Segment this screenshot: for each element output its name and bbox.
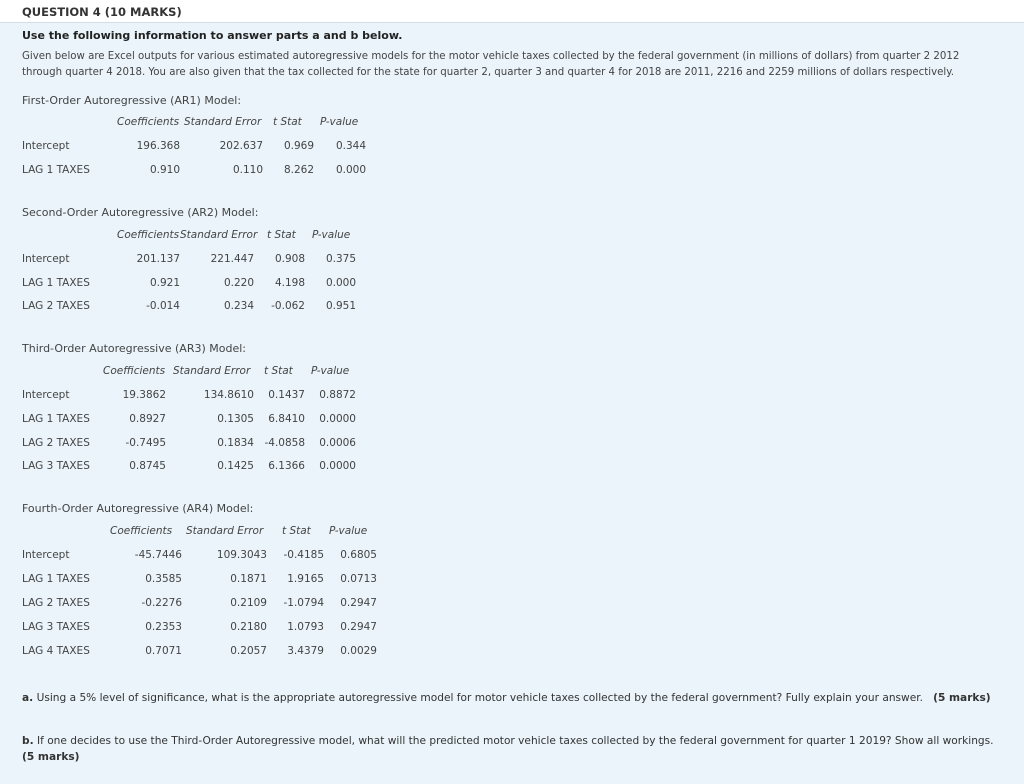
cell-coefficient: 0.8927 (129, 413, 166, 425)
cell-coefficient: 0.3585 (145, 573, 182, 585)
model-title-ar4: Fourth-Order Autoregressive (AR4) Model: (22, 502, 254, 515)
col-header-t-stat: t Stat (282, 525, 311, 537)
cell-p-value: 0.375 (325, 253, 356, 265)
cell-t-stat: 0.969 (283, 140, 314, 152)
row-label: LAG 2 TAXES (22, 437, 90, 449)
col-header-standard-error: Standard Error (180, 229, 258, 241)
cell-coefficient: 196.368 (136, 140, 180, 152)
row-label: LAG 1 TAXES (22, 413, 90, 425)
cell-t-stat: 6.8410 (268, 413, 305, 425)
cell-t-stat: -0.4185 (283, 549, 324, 561)
question-b-prefix: b. (22, 735, 34, 747)
cell-coefficient: 0.921 (149, 277, 180, 289)
col-header-t-stat: t Stat (267, 229, 296, 241)
cell-coefficient: -0.2276 (141, 597, 182, 609)
row-label: LAG 1 TAXES (22, 164, 90, 176)
row-label: LAG 3 TAXES (22, 460, 90, 472)
col-header-coefficients: Coefficients (110, 525, 173, 537)
cell-p-value: 0.0006 (319, 437, 356, 449)
cell-p-value: 0.0029 (340, 645, 377, 657)
cell-t-stat: 1.0793 (287, 621, 324, 633)
cell-standard-error: 221.447 (210, 253, 254, 265)
question-a-marks: (5 marks) (933, 692, 991, 704)
row-label: Intercept (22, 253, 70, 265)
question-b-text: If one decides to use the Third-Order Autoregressive model, what will the predicted motor vehicle taxes collected by the federal government for quarter 1 2019? Show all workings. (36, 735, 994, 747)
cell-t-stat: -4.0858 (264, 437, 305, 449)
question-title: QUESTION 4 (10 MARKS) (22, 5, 182, 19)
cell-t-stat: 4.198 (274, 277, 305, 289)
cell-t-stat: 0.908 (274, 253, 305, 265)
cell-standard-error: 0.110 (232, 164, 263, 176)
cell-p-value: 0.2947 (340, 597, 377, 609)
cell-p-value: 0.951 (325, 300, 356, 312)
row-label: LAG 4 TAXES (22, 645, 90, 657)
question-a (22, 690, 1002, 706)
instruction-text: Use the following information to answer parts a and b below. (22, 29, 403, 42)
cell-p-value: 0.000 (325, 277, 356, 289)
cell-standard-error: 0.234 (223, 300, 254, 312)
question-header-bar (0, 0, 1024, 23)
cell-t-stat: -1.0794 (283, 597, 324, 609)
cell-standard-error: 109.3043 (216, 549, 267, 561)
cell-standard-error: 134.8610 (203, 389, 254, 401)
cell-p-value: 0.0713 (340, 573, 377, 585)
cell-standard-error: 0.1425 (217, 460, 254, 472)
cell-coefficient: 0.8745 (129, 460, 166, 472)
col-header-coefficients: Coefficients (117, 116, 180, 128)
question-b (22, 733, 1002, 765)
cell-p-value: 0.0000 (319, 460, 356, 472)
cell-standard-error: 0.2109 (230, 597, 267, 609)
cell-p-value: 0.2947 (340, 621, 377, 633)
cell-standard-error: 202.637 (219, 140, 263, 152)
model-title-ar1: First-Order Autoregressive (AR1) Model: (22, 94, 242, 107)
cell-t-stat: 1.9165 (287, 573, 324, 585)
cell-p-value: 0.8872 (319, 389, 356, 401)
row-label: Intercept (22, 389, 70, 401)
cell-standard-error: 0.2057 (230, 645, 267, 657)
question-b-marks: (5 marks) (22, 751, 80, 763)
cell-standard-error: 0.2180 (230, 621, 267, 633)
row-label: LAG 1 TAXES (22, 277, 90, 289)
cell-t-stat: 3.4379 (287, 645, 324, 657)
row-label: LAG 3 TAXES (22, 621, 90, 633)
cell-t-stat: -0.062 (271, 300, 305, 312)
col-header-standard-error: Standard Error (184, 116, 262, 128)
cell-standard-error: 0.1305 (217, 413, 254, 425)
cell-t-stat: 0.1437 (268, 389, 305, 401)
col-header-t-stat: t Stat (264, 365, 293, 377)
cell-p-value: 0.6805 (340, 549, 377, 561)
cell-standard-error: 0.1871 (230, 573, 267, 585)
question-a-text: Using a 5% level of significance, what is the appropriate autoregressive model for motor vehicle taxes collected by the federal government? Fully explain your answer. (36, 692, 923, 704)
col-header-standard-error: Standard Error (186, 525, 264, 537)
row-label: Intercept (22, 549, 70, 561)
question-a-prefix: a. (22, 692, 34, 704)
cell-p-value: 0.000 (335, 164, 366, 176)
col-header-coefficients: Coefficients (103, 365, 166, 377)
model-title-ar2: Second-Order Autoregressive (AR2) Model: (22, 206, 259, 219)
col-header-p-value: P-value (320, 116, 359, 128)
cell-coefficient: -0.7495 (125, 437, 166, 449)
row-label: Intercept (22, 140, 70, 152)
cell-coefficient: 201.137 (136, 253, 180, 265)
cell-standard-error: 0.1834 (217, 437, 254, 449)
row-label: LAG 2 TAXES (22, 597, 90, 609)
cell-t-stat: 6.1366 (268, 460, 305, 472)
col-header-p-value: P-value (312, 229, 351, 241)
row-label: LAG 2 TAXES (22, 300, 90, 312)
cell-coefficient: -45.7446 (134, 549, 182, 561)
cell-coefficient: 0.7071 (145, 645, 182, 657)
cell-coefficient: 19.3862 (122, 389, 166, 401)
row-label: LAG 1 TAXES (22, 573, 90, 585)
col-header-standard-error: Standard Error (173, 365, 251, 377)
col-header-p-value: P-value (329, 525, 368, 537)
col-header-t-stat: t Stat (273, 116, 302, 128)
col-header-coefficients: Coefficients (117, 229, 180, 241)
cell-coefficient: 0.910 (149, 164, 180, 176)
cell-p-value: 0.344 (335, 140, 366, 152)
col-header-p-value: P-value (311, 365, 350, 377)
model-title-ar3: Third-Order Autoregressive (AR3) Model: (22, 342, 246, 355)
intro-paragraph: Given below are Excel outputs for various estimated autoregressive models for the motor vehicle taxes collected by the federal government (in millions of dollars) from quarter 2 2012 through quarter 4 2018. You are also given that the tax collected for the state for quarter 2, quarter 3 and quarter 4 for 2018 are 2011, 2216 and 2259 millions of dollars respectively. (22, 51, 960, 78)
cell-t-stat: 8.262 (283, 164, 314, 176)
cell-coefficient: -0.014 (146, 300, 180, 312)
cell-coefficient: 0.2353 (145, 621, 182, 633)
cell-standard-error: 0.220 (223, 277, 254, 289)
cell-p-value: 0.0000 (319, 413, 356, 425)
